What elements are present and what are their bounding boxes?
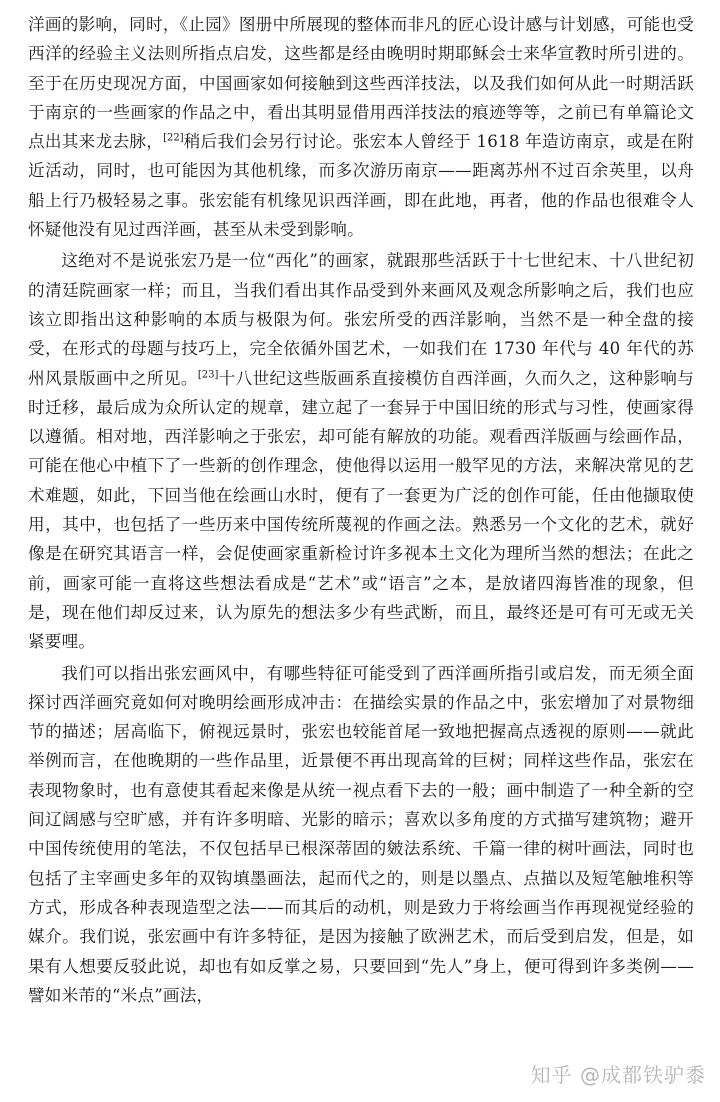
text-segment: 十八世纪这些版画系直接模仿自西洋画，久而久之，这种影响与时迁移，最后成为众所认定的规章，建立起了一套异于中国旧统的形式与习性，使画家得以遵循。相对地，西洋影响之于张宏，却可能有解放的功能。观看西洋版画与绘画作品，可能在他心中植下了一些新的创作理念，使他得以运用一般罕见的方法，来解决常见的艺术难题，如此，下回当他在绘画山水时，便有了一套更为广泛的创作可能，任由他撷取使用，其中，也包括了一些历来中国传统所蔑视的作画之法。熟悉另一个文化的艺术，就好像是在研究其语言一样，会促使画家重新检讨许多视本土文化为理所当然的想法；在此之前，画家可能一直将这些想法看成是“艺术”或“语言”之本，是放诸四海皆准的现象，但是，现在他们却反过来，认为原先的想法多少有些武断，而且，最终还是可有可无或无关紧要哩。	[28, 368, 694, 652]
paragraph-1	[28, 10, 694, 244]
footnote-ref: [22]	[163, 132, 184, 144]
text-segment: 这绝对不是说张宏乃是一位“西化”的画家，就跟那些活跃于十七世纪末、十八世纪初的清廷院画家一样；而且，当我们看出其作品受到外来画风及观念所影响之后，我们也应该立即指出这种影响的本质与极限为何。张宏所受的西洋影响，当然不是一种全盘的接受，在形式的母题与技巧上，完全依循外国艺术，一如我们在 1730 年代与 40 年代的苏州风景版画中之所见。	[28, 251, 694, 388]
paragraph-2	[28, 246, 694, 656]
footnote-ref: [23]	[197, 369, 219, 381]
text-segment: 我们可以指出张宏画风中，有哪些特征可能受到了西洋画所指引或启发，而无须全面探讨西洋画究竟如何对晚明绘画形成冲击：在描绘实景的作品之中，张宏增加了对景物细节的描述；居高临下，俯视远景时，张宏也较能首尾一致地把握高点透视的原则——就此举例而言，在他晚期的一些作品里，近景便不再出现高耸的巨树；同样这些作品，张宏在表现物象时，也有意使其看起来像是从统一视点看下去的一般；画中制造了一种全新的空间辽阔感与空旷感，并有许多明暗、光影的暗示；喜欢以多角度的方式描写建筑物；避开中国传统使用的笔法，不仅包括早已根深蒂固的皴法系统、千篇一律的树叶画法，同时也包括了主宰画史多年的双钩填墨画法，起而代之的，则是以墨点、点描以及短笔触堆积等方式，形成各种表现造型之法——而其后的动机，则是致力于将绘画当作再现视觉经验的媒介。我们说，张宏画中有许多特征，是因为接触了欧洲艺术，而后受到启发，但是，如果有人想要反驳此说，却也有如反掌之易，只要回到“先人”身上，便可得到许多类例——譬如米芾的“米点”画法，	[28, 663, 694, 1005]
text-segment: 洋画的影响，同时，《止园》图册中所展现的整体而非凡的匠心设计感与计划感，可能也受西洋的经验主义法则所指点启发，这些都是经由晚明时期耶稣会士来华宣教时所引进的。至于在历史现况方面，中国画家如何接触到这些西洋技法，以及我们如何从此一时期活跃于南京的一些画家的作品之中，看出其明显借用西洋技法的痕迹等等，之前已有单篇论文点出其来龙去脉，	[28, 15, 694, 152]
text-segment: 稍后我们会另行讨论。张宏本人曾经于 1618 年造访南京，或是在附近活动，同时，也可能因为其他机缘，而多次游历南京——距离苏州不过百余英里，以舟船上行乃极轻易之事。张宏能有机缘见识西洋画，即在此地，再者，他的作品也很难令人怀疑他没有见过西洋画，甚至从未受到影响。	[28, 132, 694, 240]
watermark-zhihu: 知乎 @成都铁驴黍	[530, 1063, 706, 1087]
paragraph-3	[28, 659, 694, 1011]
body-text	[28, 10, 694, 1010]
